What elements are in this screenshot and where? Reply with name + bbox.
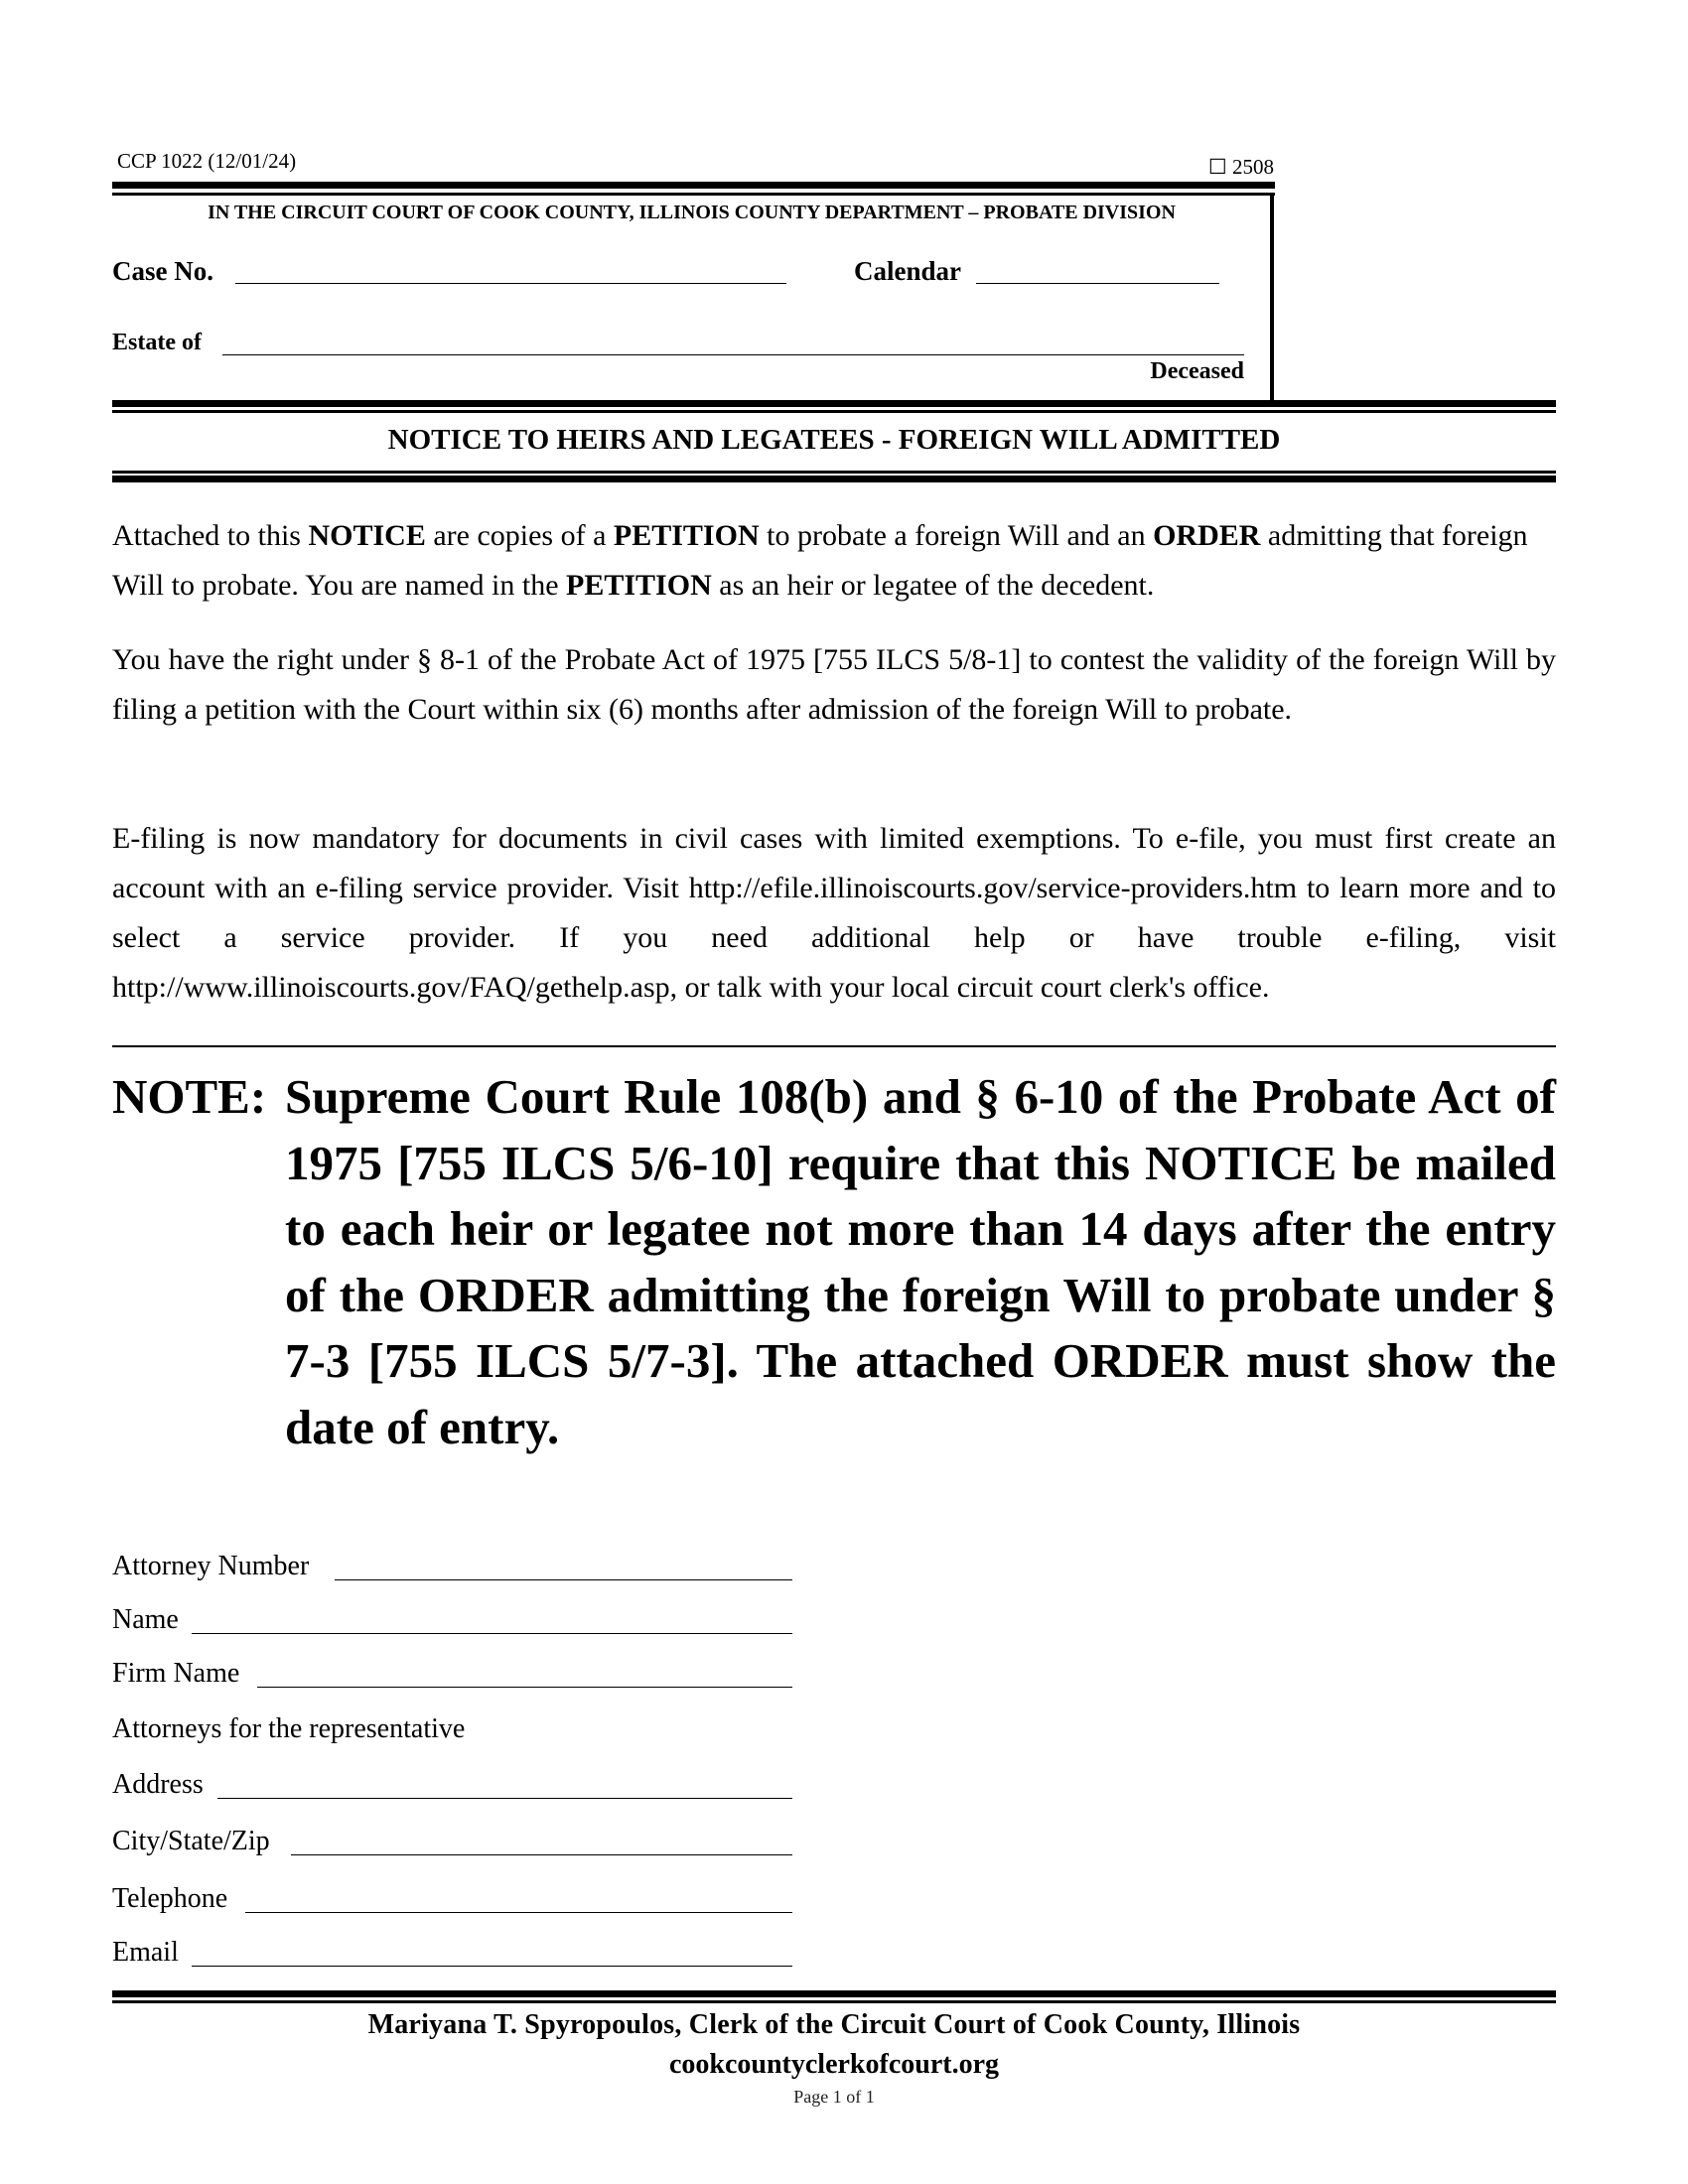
city-state-zip-label: City/State/Zip (112, 1826, 270, 1856)
title-bottom-thin-rule (112, 471, 1556, 474)
note-label: NOTE: (112, 1069, 267, 1124)
email-label: Email (112, 1937, 179, 1968)
document-title: NOTICE TO HEIRS AND LEGATEES - FOREIGN WILL ADMITTED (387, 424, 1281, 456)
attorney-number-row (112, 1543, 792, 1582)
form-code (1192, 155, 1274, 180)
note-text: Supreme Court Rule 108(b) and § 6-10 of the Probate Act of 1975 [755 ILCS 5/6-10] require that this NOTICE be mailed to each heir or legatee not more than 14 days after the entry of the ORDER admitting the foreign Will to probate under § 7-3 [755 ILCS 5/7-3]. The attached ORDER must show the date of entry. (285, 1069, 1556, 1454)
address-field[interactable] (217, 1798, 792, 1799)
firm-name-row (112, 1650, 792, 1690)
footer-thin-rule (112, 2000, 1556, 2003)
deceased-label: Deceased (1150, 358, 1244, 384)
form-id: CCP 1022 (12/01/24) (117, 149, 297, 173)
page-number: Page 1 of 1 (793, 2087, 875, 2107)
attorney-number-label: Attorney Number (112, 1551, 310, 1581)
email-field[interactable] (192, 1966, 792, 1967)
note-separator (112, 1045, 1556, 1047)
checkbox-icon[interactable]: ☐ (1207, 155, 1227, 179)
attorneys-for-row (112, 1706, 792, 1745)
address-label: Address (112, 1769, 204, 1800)
name-label: Name (112, 1604, 179, 1635)
footer-thick-rule (112, 1990, 1556, 1997)
caption-top-thin-rule (112, 193, 1275, 196)
estate-of-label: Estate of (112, 330, 202, 355)
case-no-label: Case No. (112, 256, 213, 286)
estate-of-field[interactable] (222, 354, 1244, 355)
form-code-number: 2508 (1232, 155, 1274, 179)
attorney-number-field[interactable] (335, 1579, 792, 1580)
calendar-field[interactable] (976, 283, 1219, 284)
city-state-zip-row (112, 1818, 792, 1857)
case-no-field[interactable] (235, 283, 786, 284)
clerk-website[interactable]: cookcountyclerkofcourt.org (668, 2049, 1000, 2080)
email-row (112, 1929, 792, 1969)
clerk-name: Mariyana T. Spyropoulos, Clerk of the Circuit Court of Cook County, Illinois (367, 2009, 1301, 2040)
city-state-zip-field[interactable] (291, 1854, 792, 1855)
firm-name-label: Firm Name (112, 1658, 240, 1689)
name-field[interactable] (192, 1633, 792, 1634)
paragraph-attached: Attached to this NOTICE are copies of a PETITION to probate a foreign Will and an ORDER admitting that foreign Will to probate. You are named in the PETITION as an heir or legatee of the decedent. (112, 519, 1528, 602)
name-row (112, 1596, 792, 1636)
telephone-field[interactable] (245, 1912, 792, 1913)
telephone-row (112, 1875, 792, 1915)
court-title: IN THE CIRCUIT COURT OF COOK COUNTY, ILLINOIS COUNTY DEPARTMENT – PROBATE DIVISION (208, 202, 1176, 223)
calendar-label: Calendar (854, 256, 961, 286)
address-row (112, 1761, 792, 1801)
firm-name-field[interactable] (257, 1687, 792, 1688)
caption-top-thick-rule (112, 182, 1275, 189)
title-bottom-thick-rule (112, 476, 1556, 482)
title-top-thick-rule (112, 400, 1556, 407)
title-top-thin-rule (112, 410, 1556, 413)
telephone-label: Telephone (112, 1883, 228, 1914)
paragraph-efiling: E-filing is now mandatory for documents in civil cases with limited exemptions. To e-file, you must first create an account with an e-filing service provider. Visit http://efile.illinoiscourts.gov/service-providers.htm to learn more and to select a service provider. If you need additional help or have trouble e-filing, visit http://www.illinoiscourts.gov/FAQ/gethelp.asp, or talk with your local circuit court clerk's office. (112, 822, 1556, 1004)
paragraph-right-to-contest: You have the right under § 8-1 of the Probate Act of 1975 [755 ILCS 5/8-1] to contest the validity of the foreign Will by filing a petition with the Court within six (6) months after admission of the foreign Will to probate. (112, 643, 1556, 726)
attorneys-for-representative-label: Attorneys for the representative (112, 1713, 466, 1744)
